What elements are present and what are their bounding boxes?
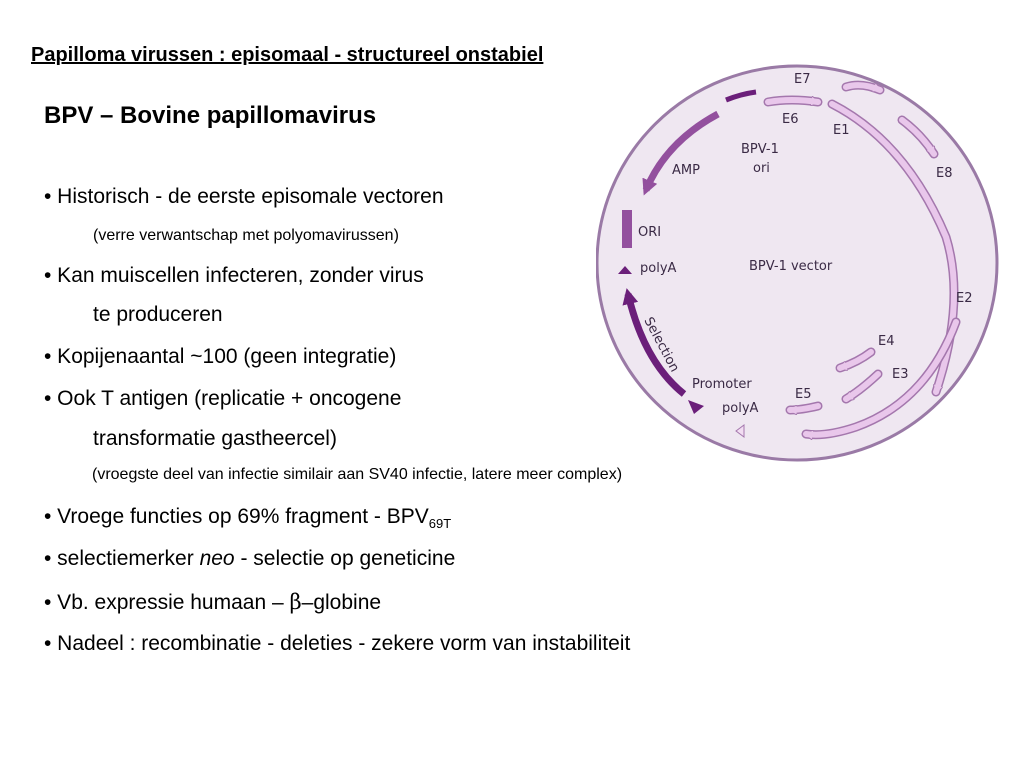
bullet-expressie (44, 590, 381, 615)
bullet-muiscellen-cont: te produceren (93, 303, 223, 326)
label-e4: E4 (878, 334, 895, 349)
label-selection: Selection (640, 314, 682, 375)
ori-block (622, 210, 632, 248)
bullet-expressie-beta: β (289, 590, 302, 614)
label-center: BPV-1 vector (749, 259, 833, 274)
bullet-t-antigen: • Ook T antigen (replicatie + oncogene (44, 387, 402, 410)
bullet-selectie-neo: neo (199, 547, 235, 570)
bullet-expressie-post: –globine (301, 591, 382, 614)
label-e5: E5 (795, 387, 812, 402)
label-bpv1: BPV-1 (741, 142, 779, 157)
bullet-expressie-pre: • Vb. expressie humaan – (44, 591, 290, 614)
label-polya-2: polyA (722, 401, 759, 416)
bullet-muiscellen: • Kan muiscellen infecteren, zonder virus (44, 264, 424, 287)
label-amp: AMP (672, 163, 700, 178)
note-sv40: (vroegste deel van infectie similair aan SV40 infectie, latere meer complex) (92, 466, 623, 483)
bullet-t-antigen-cont: transformatie gastheercel) (93, 427, 337, 450)
label-e6: E6 (782, 112, 799, 127)
bullet-selectie-pre: • selectiemerker (44, 547, 200, 570)
label-bpv1-ori: ori (753, 161, 770, 176)
label-polya-1: polyA (640, 261, 677, 276)
note-polyoma: (verre verwantschap met polyomavirussen) (93, 227, 399, 244)
label-e2: E2 (956, 291, 973, 306)
bullet-vroege-functies (44, 505, 451, 531)
bullet-selectiemerker (44, 547, 455, 571)
bullet-selectie-post: - selectie op geneticine (234, 547, 456, 570)
label-promoter: Promoter (692, 377, 752, 392)
bullet-vroege-text: • Vroege functies op 69% fragment - BPV (44, 505, 429, 528)
slide-subtitle: BPV – Bovine papillomavirus (44, 102, 377, 129)
label-e8: E8 (936, 166, 953, 181)
label-e1: E1 (833, 123, 850, 138)
bpv1-vector-diagram (596, 62, 1000, 472)
slide-title: Papilloma virussen : episomaal - structureel onstabiel (31, 44, 544, 66)
label-e3: E3 (892, 367, 909, 382)
bullet-vroege-subscript: 69T (428, 516, 452, 532)
bullet-historisch: • Historisch - de eerste episomale vectoren (44, 185, 444, 208)
label-ori: ORI (638, 225, 662, 240)
bullet-kopijenaantal: • Kopijenaantal ~100 (geen integratie) (44, 345, 397, 368)
bullet-nadeel: • Nadeel : recombinatie - deleties - zekere vorm van instabiliteit (44, 632, 631, 655)
label-e7: E7 (794, 72, 811, 87)
